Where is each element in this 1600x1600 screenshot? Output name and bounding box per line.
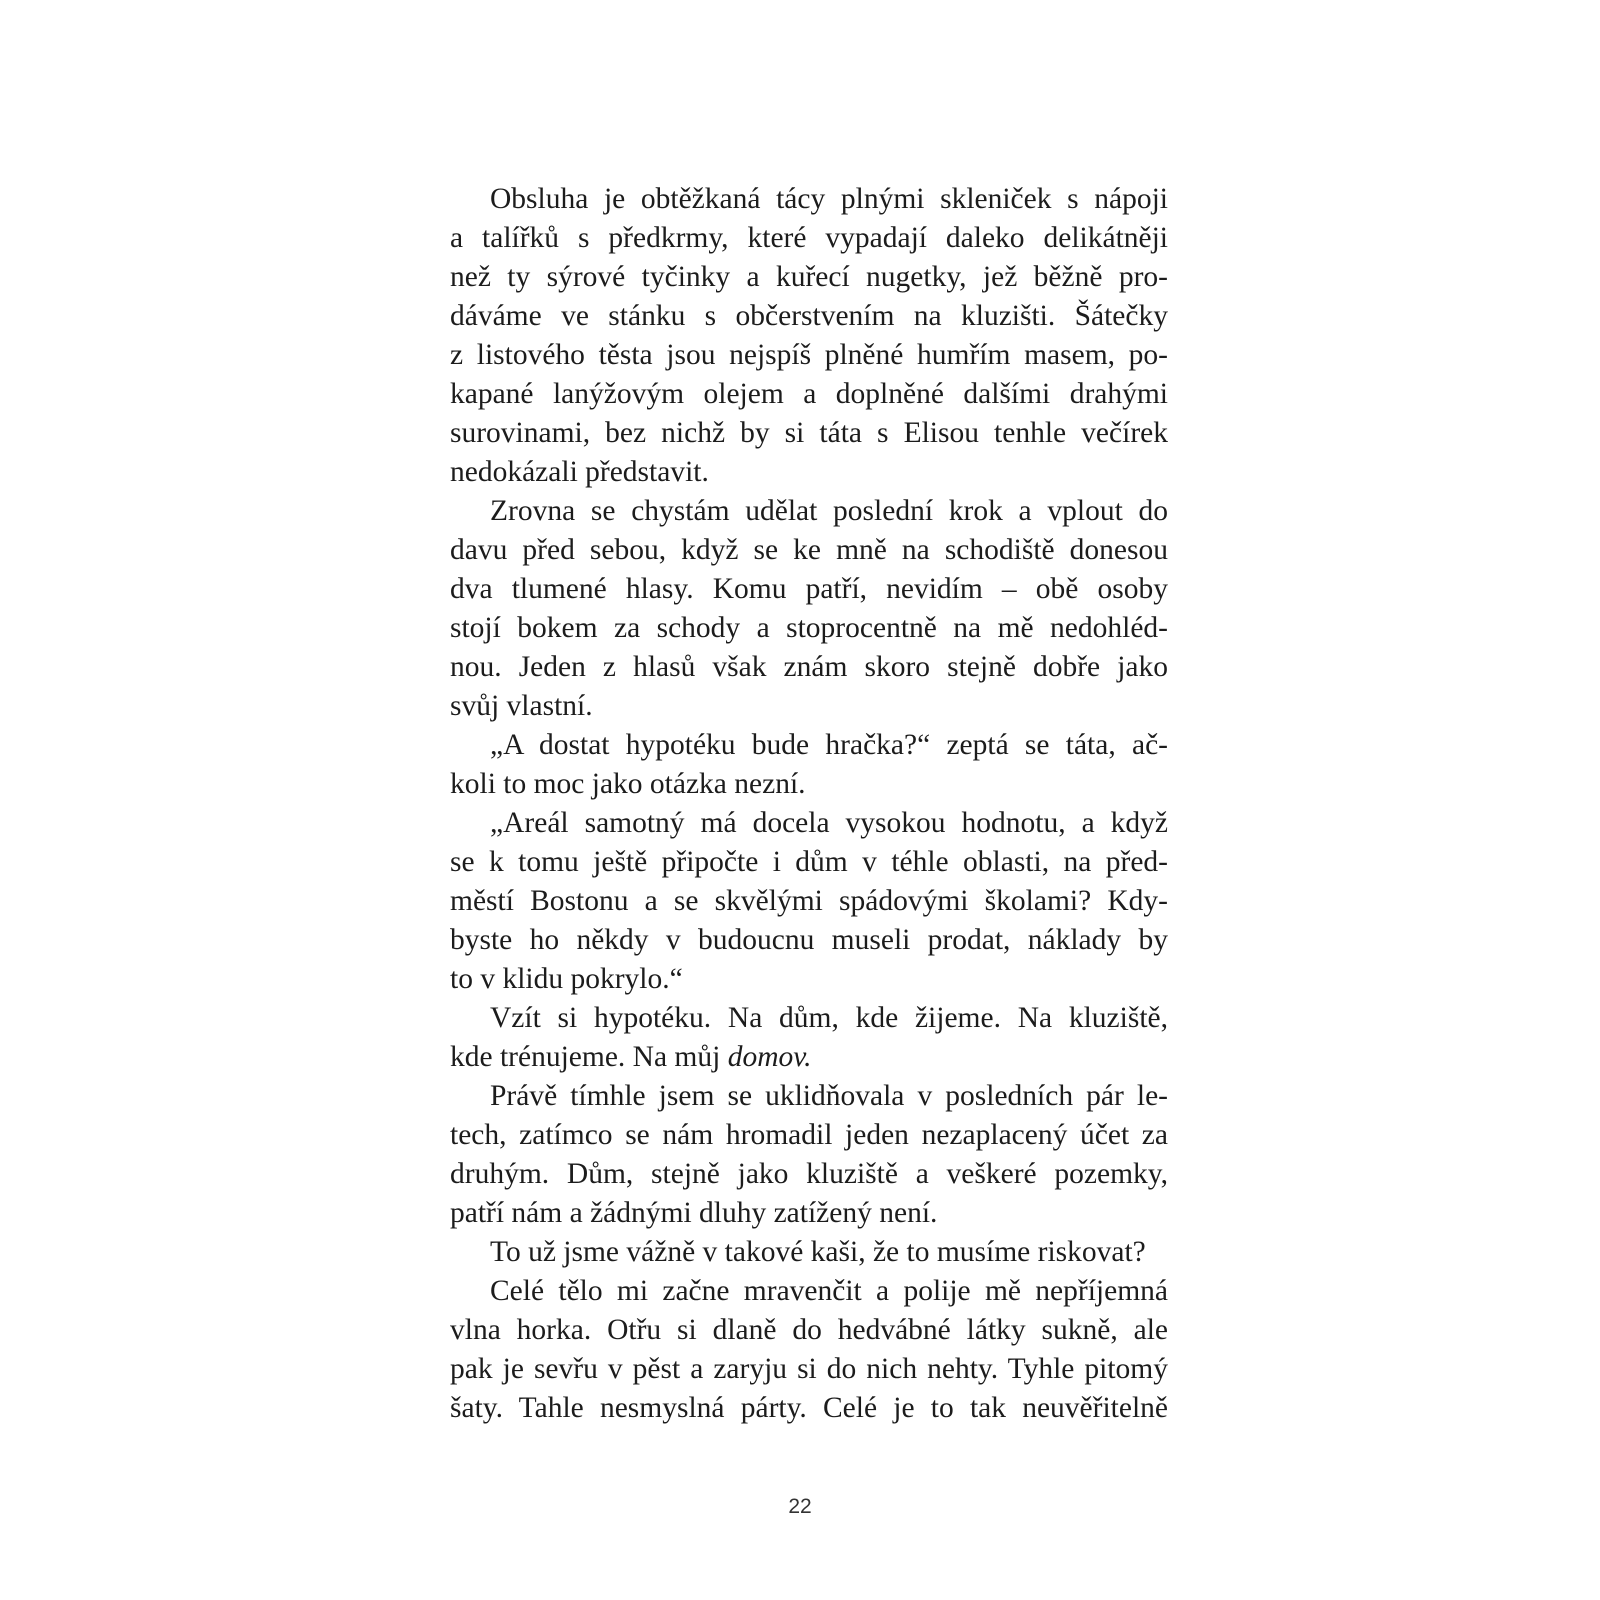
text-line-segment: vlna horka. Otřu si dlaně do hedvábné látky sukně, ale bbox=[450, 1314, 1168, 1346]
text-line-segment: To už jsme vážně v takové kaši, že to musíme riskovat? bbox=[490, 1236, 1146, 1268]
text-line bbox=[450, 609, 1168, 648]
text-line bbox=[450, 843, 1168, 882]
text-line bbox=[450, 765, 1168, 804]
text-line bbox=[450, 414, 1168, 453]
text-line-segment: nedokázali představit. bbox=[450, 456, 709, 488]
text-line bbox=[450, 999, 1168, 1038]
page-number: 22 bbox=[788, 1495, 812, 1518]
text-line bbox=[450, 1077, 1168, 1116]
text-line-segment: stojí bokem za schody a stoprocentně na mě nedohléd- bbox=[450, 612, 1168, 644]
text-line-segment: koli to moc jako otázka nezní. bbox=[450, 768, 806, 800]
text-line-segment: šaty. Tahle nesmyslná párty. Celé je to tak neuvěřitelně bbox=[450, 1392, 1168, 1424]
text-line-segment: „A dostat hypotéku bude hračka?“ zeptá se táta, ač- bbox=[490, 729, 1168, 761]
text-line bbox=[450, 180, 1168, 219]
text-line bbox=[450, 336, 1168, 375]
text-line bbox=[450, 960, 1168, 999]
text-line bbox=[450, 687, 1168, 726]
text-line-segment: Zrovna se chystám udělat poslední krok a vplout do bbox=[490, 495, 1168, 527]
text-line-segment: Právě tímhle jsem se uklidňovala v posledních pár le- bbox=[490, 1080, 1168, 1112]
text-line bbox=[450, 453, 1168, 492]
text-line-segment: to v klidu pokrylo.“ bbox=[450, 963, 683, 995]
text-line bbox=[450, 570, 1168, 609]
text-line bbox=[450, 1038, 1168, 1077]
text-line-segment: nou. Jeden z hlasů však znám skoro stejně dobře jako bbox=[450, 651, 1168, 683]
text-line bbox=[450, 726, 1168, 765]
text-line-segment: Vzít si hypotéku. Na dům, kde žijeme. Na kluziště, bbox=[490, 1002, 1168, 1034]
text-line bbox=[450, 1311, 1168, 1350]
text-line bbox=[450, 492, 1168, 531]
text-line bbox=[450, 648, 1168, 687]
text-line-emphasis: domov. bbox=[727, 1041, 812, 1073]
text-line-segment: dáváme ve stánku s občerstvením na kluzišti. Šátečky bbox=[450, 300, 1168, 332]
text-line-segment: a talířků s předkrmy, které vypadají daleko delikátněji bbox=[450, 222, 1168, 254]
text-line bbox=[450, 882, 1168, 921]
text-line bbox=[450, 375, 1168, 414]
text-line bbox=[450, 1233, 1168, 1272]
text-line bbox=[450, 1350, 1168, 1389]
text-line-segment: byste ho někdy v budoucnu museli prodat, náklady by bbox=[450, 924, 1168, 956]
text-line bbox=[450, 258, 1168, 297]
text-line-segment: patří nám a žádnými dluhy zatížený není. bbox=[450, 1197, 938, 1229]
text-line-segment: davu před sebou, když se ke mně na schodiště donesou bbox=[450, 534, 1168, 566]
text-line-segment: surovinami, bez nichž by si táta s Elisou tenhle večírek bbox=[450, 417, 1168, 449]
text-line bbox=[450, 804, 1168, 843]
text-line-segment: kapané lanýžovým olejem a doplněné dalšími drahými bbox=[450, 378, 1168, 410]
text-line-segment: svůj vlastní. bbox=[450, 690, 593, 722]
text-line-segment: se k tomu ještě připočte i dům v téhle oblasti, na před- bbox=[450, 846, 1168, 878]
text-line-segment: dva tlumené hlasy. Komu patří, nevidím – obě osoby bbox=[450, 573, 1168, 605]
text-line-segment: kde trénujeme. Na můj bbox=[450, 1041, 728, 1073]
text-line-segment: než ty sýrové tyčinky a kuřecí nugetky, jež běžně pro- bbox=[450, 261, 1168, 293]
text-line bbox=[450, 1194, 1168, 1233]
text-line-segment: z listového těsta jsou nejspíš plněné humřím masem, po- bbox=[450, 339, 1168, 371]
text-line bbox=[450, 1272, 1168, 1311]
text-line bbox=[450, 531, 1168, 570]
text-line bbox=[450, 297, 1168, 336]
text-line-segment: „Areál samotný má docela vysokou hodnotu, a když bbox=[490, 807, 1168, 839]
text-line bbox=[450, 1116, 1168, 1155]
text-line bbox=[450, 921, 1168, 960]
text-line-segment: Obsluha je obtěžkaná tácy plnými skleniček s nápoji bbox=[490, 183, 1168, 215]
body-text bbox=[450, 180, 1168, 1428]
text-line bbox=[450, 1155, 1168, 1194]
text-line bbox=[450, 219, 1168, 258]
text-line-segment: tech, zatímco se nám hromadil jeden nezaplacený účet za bbox=[450, 1119, 1168, 1151]
text-line-segment: městí Bostonu a se skvělými spádovými školami? Kdy- bbox=[450, 885, 1168, 917]
text-line-segment: pak je sevřu v pěst a zaryju si do nich nehty. Tyhle pitomý bbox=[450, 1353, 1168, 1385]
text-line bbox=[450, 1389, 1168, 1428]
text-line-segment: Celé tělo mi začne mravenčit a polije mě nepříjemná bbox=[490, 1275, 1168, 1307]
text-line-segment: druhým. Dům, stejně jako kluziště a veškeré pozemky, bbox=[450, 1158, 1168, 1190]
